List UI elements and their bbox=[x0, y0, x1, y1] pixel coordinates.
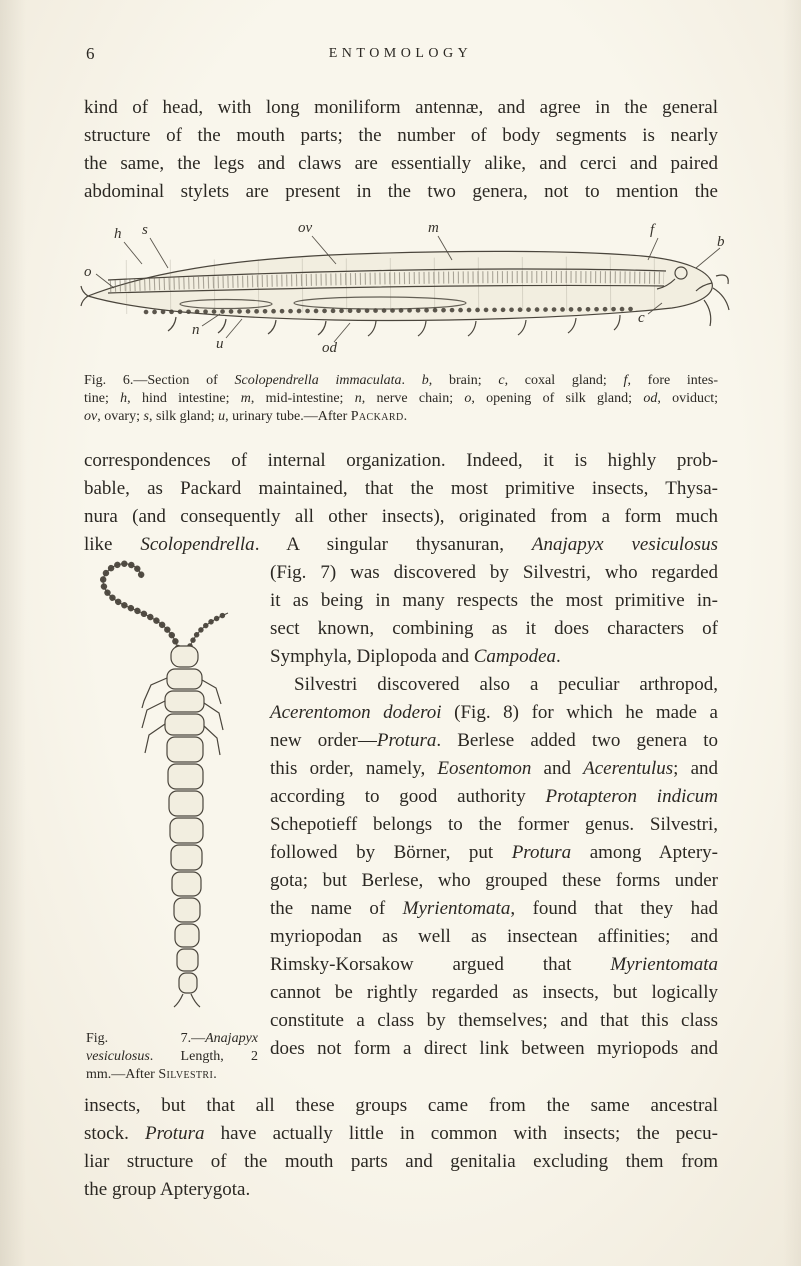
text-segment: cannot be rightly regarded as insects, but logically bbox=[270, 982, 718, 1003]
figure-7-caption bbox=[86, 1030, 258, 1084]
text-segment: Fig. 7.— bbox=[86, 1031, 206, 1046]
text-segment: among Aptery- bbox=[571, 842, 718, 863]
text-segment: does not form a direct link between myriopods and bbox=[270, 1038, 718, 1059]
text-segment: , urinary tube.—After bbox=[225, 409, 351, 424]
text-segment: b bbox=[421, 373, 429, 388]
text-segment: Anajapyx bbox=[205, 1031, 258, 1046]
text-line bbox=[84, 390, 718, 408]
text-line bbox=[84, 178, 718, 206]
text-segment: , hind intestine; bbox=[127, 391, 241, 406]
text-segment: liar structure of the mouth parts and genitalia excluding them from bbox=[84, 1151, 718, 1172]
text-line bbox=[270, 783, 718, 811]
text-segment: bable, as Packard maintained, that the most primitive insects, Thysa- bbox=[84, 478, 718, 499]
text-line bbox=[270, 839, 718, 867]
text-segment: have actually little in common with insects; the pecu- bbox=[204, 1123, 718, 1144]
text-segment: tine; bbox=[84, 391, 121, 406]
text-segment: Acerentomon doderoi bbox=[270, 702, 442, 723]
text-segment: Protura bbox=[511, 842, 572, 863]
text-line bbox=[84, 447, 718, 475]
text-segment: Campodea bbox=[473, 646, 557, 667]
text-segment: . A singular thysanuran, bbox=[254, 534, 532, 555]
figure-6-label-f: f bbox=[650, 222, 655, 238]
text-line bbox=[270, 671, 718, 699]
text-segment: ; and bbox=[673, 758, 719, 779]
text-segment: Myrientomata bbox=[402, 898, 511, 919]
text-segment: constitute a class by themselves; and that this class bbox=[270, 1010, 718, 1031]
text-segment: o bbox=[464, 391, 472, 406]
text-line bbox=[86, 1066, 258, 1084]
text-segment: . bbox=[401, 373, 422, 388]
text-segment: ov bbox=[84, 409, 98, 424]
text-line bbox=[84, 1148, 718, 1176]
text-line bbox=[270, 755, 718, 783]
text-line bbox=[270, 895, 718, 923]
text-segment: the group Apterygota. bbox=[84, 1179, 251, 1200]
text-line bbox=[270, 559, 718, 587]
text-segment: s bbox=[143, 409, 149, 424]
text-segment: according to good authority bbox=[270, 786, 546, 807]
text-line bbox=[84, 1176, 718, 1204]
text-segment: n bbox=[354, 391, 362, 406]
text-segment: m bbox=[240, 391, 251, 406]
text-segment: Silvestri bbox=[158, 1067, 214, 1082]
paragraph-main-upper bbox=[84, 447, 718, 559]
figure-6-label-u: u bbox=[216, 336, 224, 352]
text-segment: . Berlese added two genera to bbox=[436, 730, 718, 751]
text-segment: kind of head, with long moniliform antennæ, and agree in the general bbox=[84, 97, 718, 118]
page-number: 6 bbox=[86, 44, 95, 63]
text-segment: gota; but Berlese, who grouped these forms under bbox=[270, 870, 718, 891]
text-line bbox=[84, 1120, 718, 1148]
text-segment: this order, namely, bbox=[270, 758, 438, 779]
text-segment: . Length, 2 bbox=[149, 1049, 258, 1064]
figure-6-label-n: n bbox=[192, 322, 200, 338]
text-segment: Rimsky-Korsakow argued that bbox=[270, 954, 611, 975]
text-segment: , mid-intestine; bbox=[250, 391, 355, 406]
text-segment: Acerentulus bbox=[583, 758, 674, 779]
text-line bbox=[270, 979, 718, 1007]
text-line bbox=[84, 408, 718, 426]
anajapyx-illustration bbox=[84, 558, 264, 1024]
text-line bbox=[84, 372, 718, 390]
text-segment: , fore intes- bbox=[627, 373, 719, 388]
text-line bbox=[84, 1092, 718, 1120]
text-segment: od bbox=[643, 391, 658, 406]
text-segment: , silk gland; bbox=[148, 409, 219, 424]
text-segment: Scolopendrella immaculata bbox=[234, 373, 402, 388]
text-segment: Eosentomon bbox=[437, 758, 532, 779]
text-segment: . bbox=[403, 409, 408, 424]
text-line bbox=[270, 699, 718, 727]
figure-6-label-c: c bbox=[638, 310, 645, 326]
figure-7 bbox=[84, 558, 264, 1084]
text-segment: the same, the legs and claws are essentially alike, and cerci and paired bbox=[84, 153, 718, 174]
text-segment: . bbox=[556, 646, 561, 667]
text-segment: , brain; bbox=[428, 373, 499, 388]
text-line bbox=[270, 1035, 718, 1063]
text-line bbox=[84, 475, 718, 503]
text-line bbox=[84, 503, 718, 531]
text-segment: like bbox=[84, 534, 141, 555]
text-segment: , opening of silk gland; bbox=[471, 391, 644, 406]
text-segment: Anajapyx vesiculosus bbox=[531, 534, 718, 555]
text-segment: insects, but that all these groups came from the same ancestral bbox=[84, 1095, 718, 1116]
text-segment: followed by Börner, put bbox=[270, 842, 512, 863]
text-segment: . bbox=[213, 1067, 217, 1082]
text-segment: Silvestri discovered also a peculiar arthropod, bbox=[294, 674, 718, 695]
text-segment: , nerve chain; bbox=[361, 391, 465, 406]
text-segment: it as being in many respects the most primitive in- bbox=[270, 590, 718, 611]
text-segment: , found that they had bbox=[510, 898, 719, 919]
text-segment: , ovary; bbox=[97, 409, 144, 424]
text-segment: Schepotieff belongs to the former genus. Silvestri, bbox=[270, 814, 718, 835]
text-line bbox=[84, 94, 718, 122]
text-line bbox=[270, 811, 718, 839]
text-line bbox=[84, 122, 718, 150]
text-line bbox=[270, 867, 718, 895]
text-segment: Protapteron indicum bbox=[545, 786, 719, 807]
text-segment: Protura bbox=[376, 730, 437, 751]
text-segment: Symphyla, Diplopoda and bbox=[270, 646, 474, 667]
text-segment: new order— bbox=[270, 730, 377, 751]
text-segment: u bbox=[218, 409, 226, 424]
text-segment: c bbox=[498, 373, 505, 388]
text-line bbox=[270, 1007, 718, 1035]
text-segment: Scolopendrella bbox=[140, 534, 255, 555]
text-line bbox=[270, 587, 718, 615]
text-line bbox=[270, 615, 718, 643]
text-segment: sect known, combining as it does characters of bbox=[270, 618, 718, 639]
figure-6-label-ov: ov bbox=[298, 220, 313, 236]
text-segment: correspondences of internal organization. Indeed, it is highly prob- bbox=[84, 450, 718, 471]
running-head: ENTOMOLOGY bbox=[328, 46, 473, 61]
text-segment: stock. bbox=[84, 1123, 145, 1144]
figure-6-label-b: b bbox=[717, 234, 725, 250]
figure-6 bbox=[80, 220, 730, 366]
text-segment: the name of bbox=[270, 898, 403, 919]
text-segment: Fig. 6.—Section of bbox=[84, 373, 235, 388]
text-segment: Protura bbox=[145, 1123, 205, 1144]
figure-6-caption bbox=[84, 372, 718, 426]
text-segment: (Fig. 7) was discovered by Silvestri, who regarded bbox=[270, 562, 718, 583]
figure-6-label-o: o bbox=[84, 264, 92, 280]
text-line bbox=[270, 923, 718, 951]
text-segment: and bbox=[531, 758, 584, 779]
text-segment: , coxal gland; bbox=[504, 373, 624, 388]
text-segment: Packard bbox=[350, 409, 404, 424]
text-line bbox=[270, 643, 718, 671]
scolopendrella-section-illustration bbox=[80, 226, 730, 362]
text-line bbox=[86, 1048, 258, 1066]
text-segment: , oviduct; bbox=[657, 391, 718, 406]
paragraph-main-lower bbox=[84, 1092, 718, 1204]
text-line bbox=[84, 531, 718, 559]
text-segment: h bbox=[120, 391, 128, 406]
text-segment: Myrientomata bbox=[610, 954, 718, 975]
figure-6-label-s: s bbox=[142, 222, 148, 238]
text-segment: structure of the mouth parts; the number of body segments is nearly bbox=[84, 125, 718, 146]
text-line bbox=[84, 150, 718, 178]
text-segment: mm.—After bbox=[86, 1067, 159, 1082]
text-segment: myriopodan as well as insectean affinities; and bbox=[270, 926, 718, 947]
paragraph-main-narrow bbox=[270, 559, 718, 1063]
figure-6-label-od: od bbox=[322, 340, 337, 356]
text-segment: vesiculosus bbox=[86, 1049, 150, 1064]
text-segment: nura (and consequently all other insects), originated from a form much bbox=[84, 506, 718, 527]
text-line bbox=[270, 727, 718, 755]
text-line bbox=[86, 1030, 258, 1048]
text-segment: f bbox=[623, 373, 628, 388]
paragraph-intro bbox=[84, 94, 718, 206]
text-segment: abdominal stylets are present in the two genera, not to mention the bbox=[84, 181, 718, 202]
text-line bbox=[270, 951, 718, 979]
text-segment: (Fig. 8) for which he made a bbox=[441, 702, 718, 723]
figure-6-label-m: m bbox=[428, 220, 439, 236]
figure-6-label-h: h bbox=[114, 226, 122, 242]
